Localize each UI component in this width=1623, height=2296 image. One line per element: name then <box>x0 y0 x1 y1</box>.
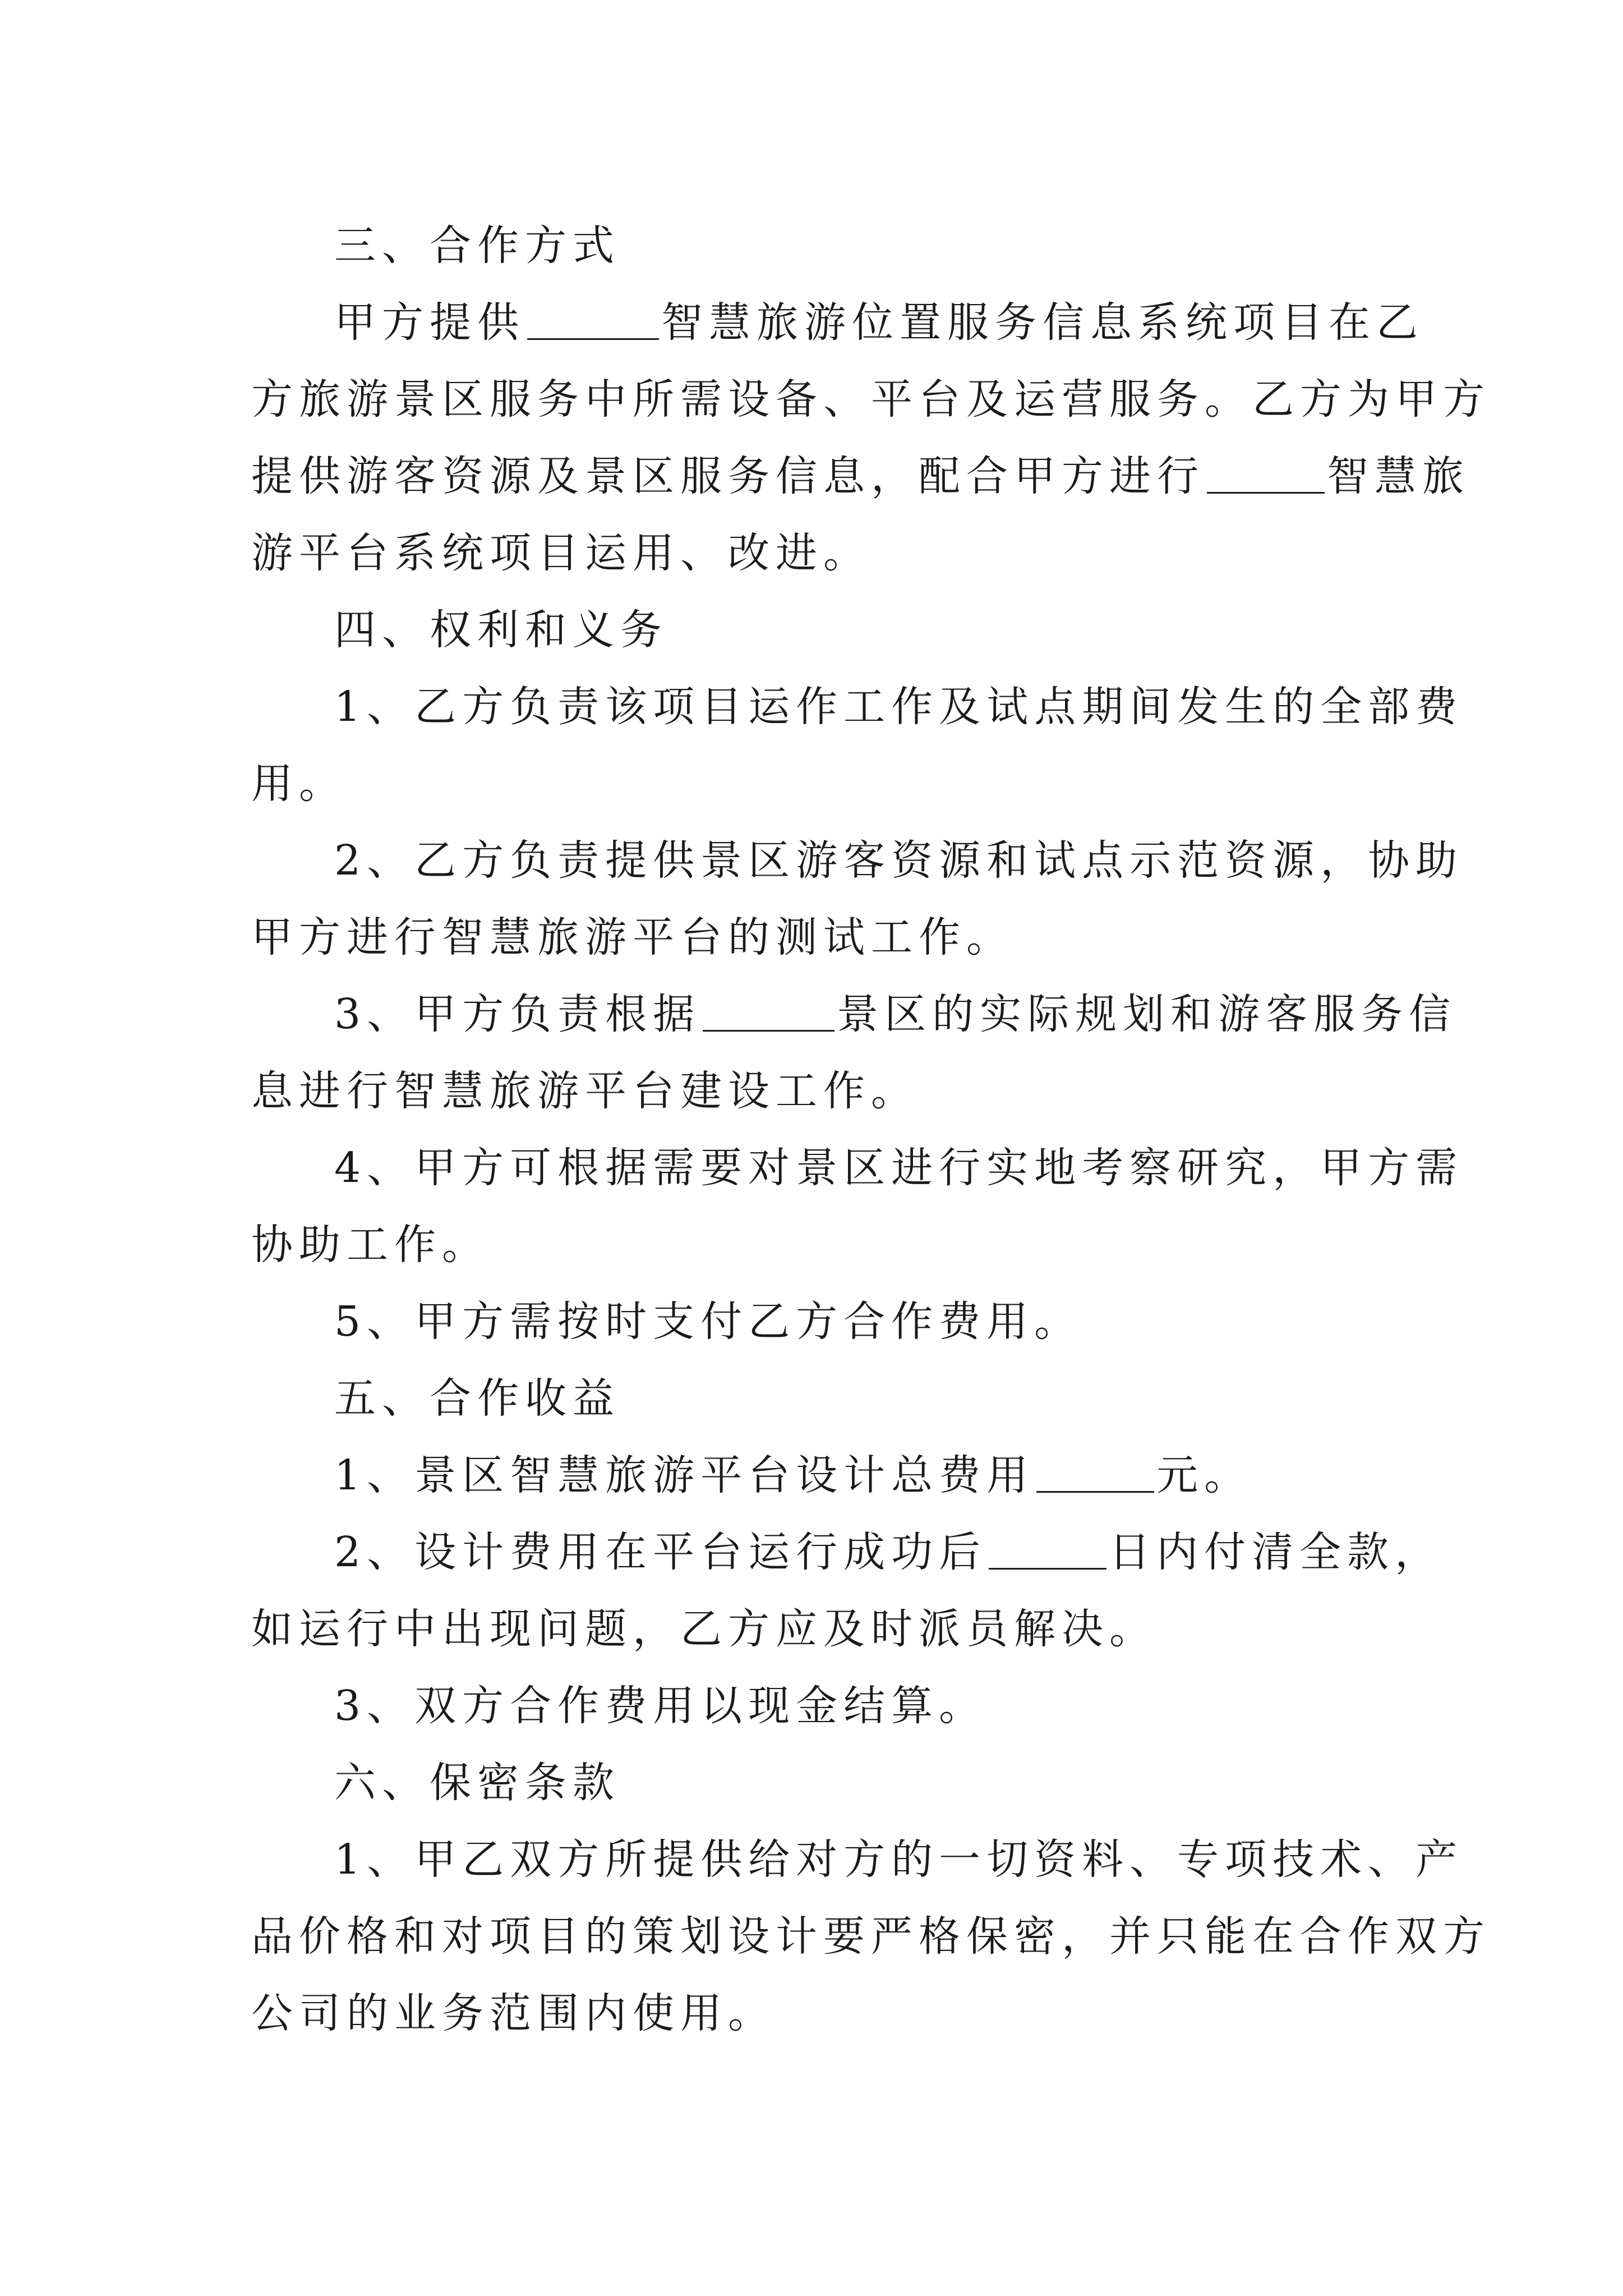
blank-underline <box>1207 452 1325 494</box>
paragraph-line <box>251 438 1470 515</box>
section-heading <box>251 592 1390 669</box>
text-run: 方旅游景区服务中所需设备、平台及运营服务。乙方为甲方 <box>251 375 1491 424</box>
list-item-continuation <box>251 1591 1390 1668</box>
blank-underline <box>989 1527 1106 1570</box>
text-run: 协助工作。 <box>251 1221 490 1269</box>
blank-underline <box>703 990 834 1032</box>
text-run: 智慧旅 <box>1327 452 1470 500</box>
list-item <box>251 1821 1464 1898</box>
list-item-continuation <box>251 1898 1491 1975</box>
text-run: 3、甲方负责根据 <box>334 990 701 1038</box>
document-body <box>251 208 1491 2052</box>
text-run: 3、双方合作费用以现金结算。 <box>334 1682 987 1730</box>
text-run: 甲方提供 <box>334 298 525 347</box>
section-heading <box>251 1745 1390 1821</box>
text-run: 2、乙方负责提供景区游客资源和试点示范资源，协助 <box>334 836 1464 885</box>
text-run: 甲方进行智慧旅游平台的测试工作。 <box>251 913 1014 961</box>
list-item <box>251 976 1457 1053</box>
paragraph-line <box>251 515 1390 592</box>
text-run: 用。 <box>251 760 347 808</box>
list-item <box>251 822 1464 899</box>
heading-text: 五、合作收益 <box>334 1374 620 1423</box>
text-run: 4、甲方可根据需要对景区进行实地考察研究，甲方需 <box>334 1144 1464 1192</box>
list-item <box>251 669 1464 746</box>
list-item <box>251 1283 1390 1360</box>
section-heading <box>251 1360 1390 1437</box>
text-run: 公司的业务范围内使用。 <box>251 1989 776 2037</box>
list-item-continuation <box>251 1053 1390 1130</box>
text-run: 2、设计费用在平台运行成功后 <box>334 1528 987 1576</box>
text-run: 1、景区智慧旅游平台设计总费用 <box>334 1451 1035 1499</box>
list-item <box>251 1437 1390 1514</box>
text-run: 品价格和对项目的策划设计要严格保密，并只能在合作双方 <box>251 1912 1491 1961</box>
blank-underline <box>1036 1451 1154 1493</box>
text-run: 提供游客资源及景区服务信息，配合甲方进行 <box>251 452 1205 500</box>
paragraph-line <box>251 284 1424 361</box>
paragraph-line <box>251 361 1491 438</box>
text-run: 日内付清全款， <box>1109 1528 1443 1576</box>
text-run: 5、甲方需按时支付乙方合作费用。 <box>334 1297 1082 1346</box>
list-item <box>251 1130 1464 1207</box>
text-run: 1、甲乙双方所提供给对方的一切资料、专项技术、产 <box>334 1835 1464 1884</box>
heading-text: 三、合作方式 <box>334 222 620 270</box>
text-run: 1、乙方负责该项目运作工作及试点期间发生的全部费 <box>334 683 1464 731</box>
list-item <box>251 1514 1443 1591</box>
list-item-continuation <box>251 1975 1390 2052</box>
text-run: 息进行智慧旅游平台建设工作。 <box>251 1067 919 1115</box>
list-item-continuation <box>251 899 1390 976</box>
heading-text: 四、权利和义务 <box>334 606 668 654</box>
text-run: 景区的实际规划和游客服务信 <box>837 990 1457 1038</box>
text-run: 智慧旅游位置服务信息系统项目在乙 <box>661 298 1424 347</box>
text-run: 游平台系统项目运用、改进。 <box>251 529 871 577</box>
heading-text: 六、保密条款 <box>334 1759 620 1807</box>
list-item-continuation <box>251 746 1390 822</box>
text-run: 如运行中出现问题，乙方应及时派员解决。 <box>251 1605 1157 1653</box>
list-item <box>251 1668 1390 1745</box>
blank-underline <box>527 298 659 340</box>
text-run: 元。 <box>1156 1451 1252 1499</box>
list-item-continuation <box>251 1207 1390 1283</box>
section-heading <box>251 208 1390 284</box>
